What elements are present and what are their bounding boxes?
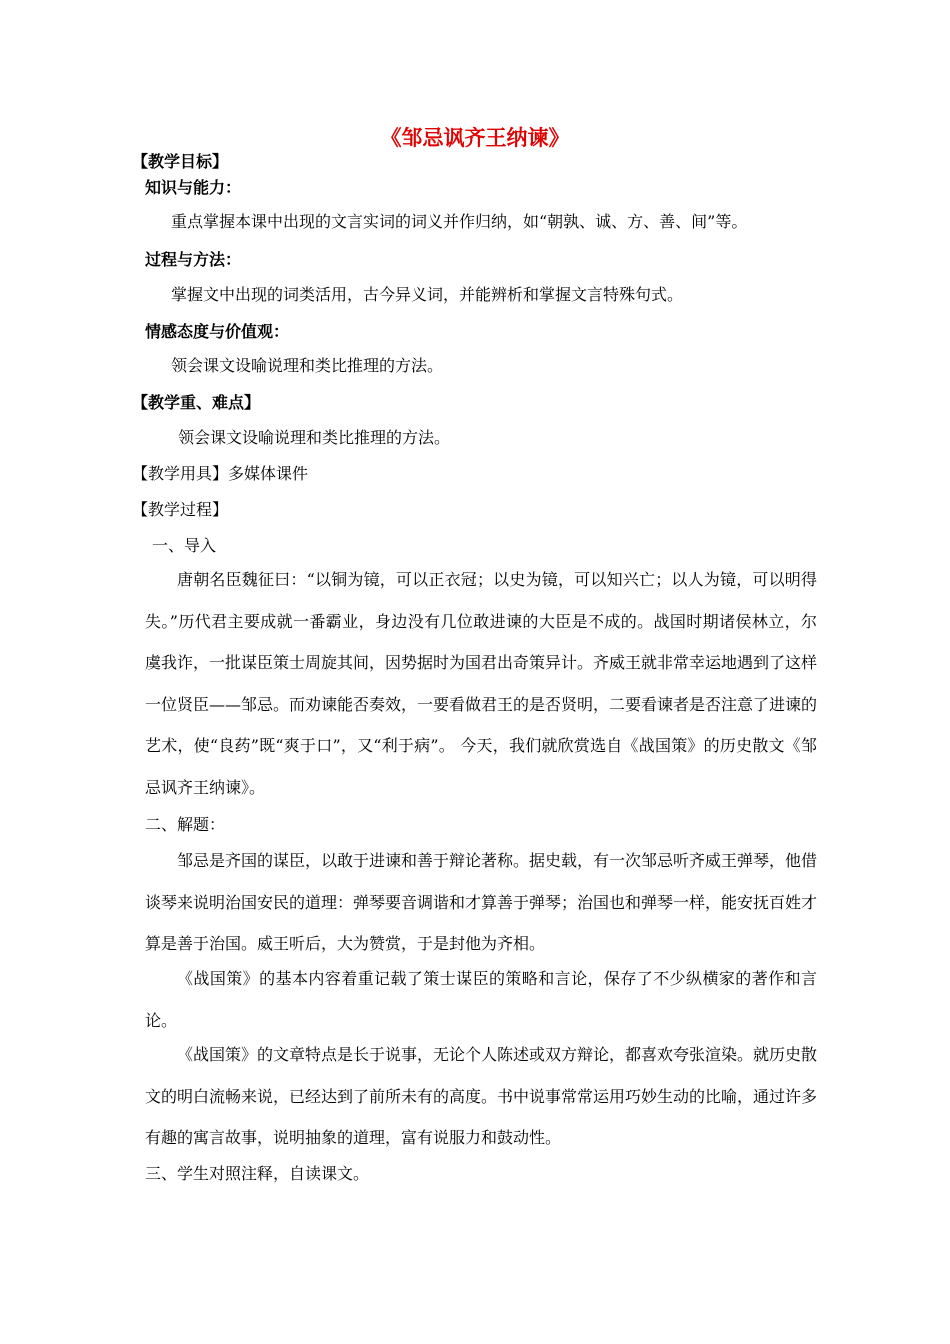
teaching-tools: 【教学用具】多媒体课件 xyxy=(132,464,309,483)
process-method-label: 过程与方法： xyxy=(145,250,242,269)
key-points-text: 领会课文设喻说理和类比推理的方法。 xyxy=(178,428,451,447)
section-2-paragraph-3: 《战国策》的文章特点是长于说事，无论个人陈述或双方辩论，都喜欢夸张渲染。就历史散文的明白流畅来说，已经达到了前所未有的高度。书中说事常常运用巧妙生动的比喻，通过许多有趣的寓言故事，说明抽象的道理，富有说服力和鼓动性。 xyxy=(145,1045,818,1147)
section-3-heading: 三、学生对照注释，自读课文。 xyxy=(145,1164,370,1183)
section-1-heading: 一、导入 xyxy=(152,536,217,555)
key-points-heading: 【教学重、难点】 xyxy=(132,393,261,412)
document-title: 《邹忌讽齐王纳谏》 xyxy=(380,126,570,150)
section-2-heading: 二、解题： xyxy=(145,815,226,834)
teaching-process-heading: 【教学过程】 xyxy=(132,500,229,519)
section-1-paragraph: 唐朝名臣魏征曰：“以铜为镜，可以正衣冠；以史为镜，可以知兴亡；以人为镜，可以明得失。”历代君主要成就一番霸业，身边没有几位敢进谏的大臣是不成的。战国时期诸侯林立，尔虞我诈，一批谋臣策士周旋其间，因势据时为国君出奇策异计。齐威王就非常幸运地遇到了这样一位贤臣——邹忌。而劝谏能否奏效，一要看做君王的是否贤明，二要看谏者是否注意了进谏的艺术，使“良药”既“爽于口”，又“利于病”。 今天，我们就欣赏选自《战国策》的历史散文《邹忌讽齐王纳谏》。 xyxy=(145,570,818,797)
section-2-paragraph-1: 邹忌是齐国的谋臣，以敢于进谏和善于辩论著称。据史载，有一次邹忌听齐威王弹琴，他借谈琴来说明治国安民的道理：弹琴要音调谐和才算善于弹琴；治国也和弹琴一样，能安抚百姓才算是善于治国。威王听后，大为赞赏，于是封他为齐相。 xyxy=(145,851,818,953)
emotion-label: 情感态度与价值观： xyxy=(145,322,290,341)
objectives-heading: 【教学目标】 xyxy=(132,152,229,171)
emotion-text: 领会课文设喻说理和类比推理的方法。 xyxy=(171,356,444,375)
knowledge-label: 知识与能力： xyxy=(145,178,242,197)
knowledge-text: 重点掌握本课中出现的文言实词的词义并作归纳，如“朝孰、诚、方、善、间”等。 xyxy=(171,212,748,231)
section-2-paragraph-2: 《战国策》的基本内容着重记载了策士谋臣的策略和言论，保存了不少纵横家的著作和言论。 xyxy=(145,969,817,1030)
process-method-text: 掌握文中出现的词类活用，古今异义词，并能辨析和掌握文言特殊句式。 xyxy=(171,285,684,304)
